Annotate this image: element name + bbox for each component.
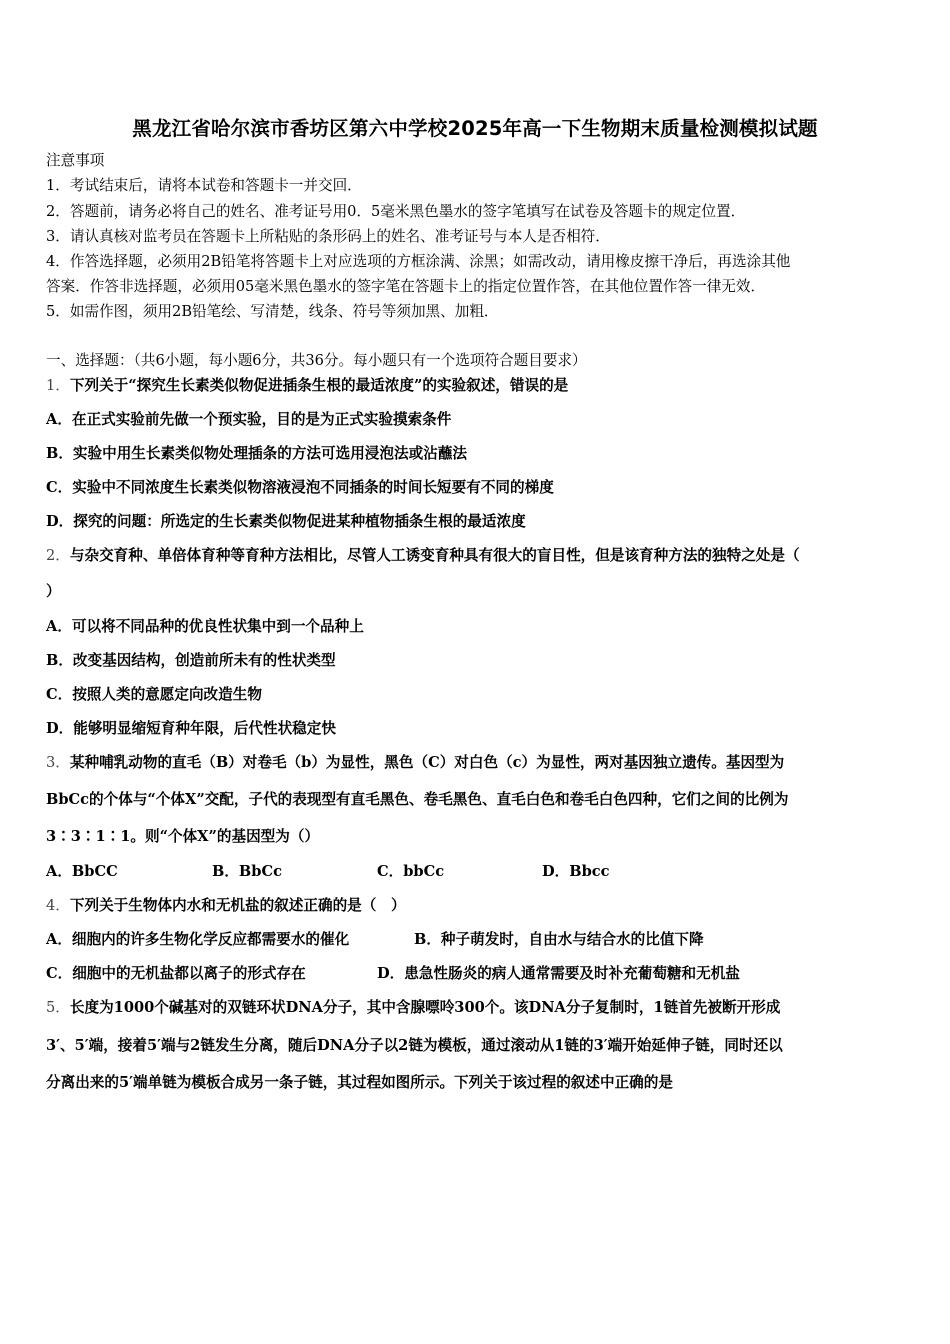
question-stem: 某种哺乳动物的直毛（B）对卷毛（b）为显性，黑色（C）对白色（c）为显性，两对基因独立遗传。基因型为 <box>69 754 785 771</box>
question-stem: 下列关于“探究生长素类似物促进插条生根的最适浓度”的实验叙述，错误的是 <box>69 377 569 394</box>
question-2-cont: ） <box>46 583 61 600</box>
notice-item-4-cont: 答案．作答非选择题，必须用05毫米黑色墨水的签字笔在答题卡上的指定位置作答，在其他位置作答一律无效． <box>46 278 766 295</box>
q3-option-d: D．Bbcc <box>542 863 610 880</box>
notice-heading: 注意事项 <box>46 152 105 169</box>
question-number: 5． <box>46 999 70 1016</box>
question-3 <box>46 753 908 773</box>
q4-option-b: B．种子萌发时，自由水与结合水的比值下降 <box>414 931 704 948</box>
q1-option-b: B．实验中用生长素类似物处理插条的方法可选用浸泡法或沾蘸法 <box>46 445 467 462</box>
question-1 <box>46 376 908 396</box>
q4-option-d: D．患急性肠炎的病人通常需要及时补充葡萄糖和无机盐 <box>377 965 740 982</box>
question-stem: 与杂交育种、单倍体育种等育种方法相比，尽管人工诱变育种具有很大的盲目性，但是该育种方法的独特之处是（ <box>69 547 800 564</box>
question-number: 2． <box>46 547 70 564</box>
q3-option-a: A．BbCC <box>46 863 118 880</box>
question-5 <box>46 998 908 1018</box>
question-stem: 长度为1000个碱基对的双链环状DNA分子，其中含腺嘌呤300个。该DNA分子复制时，1链首先被断开形成 <box>69 999 781 1016</box>
question-3-cont-2: 3∶3∶1∶1。则“个体X”的基因型为（） <box>46 828 320 845</box>
q4-option-c: C．细胞中的无机盐都以离子的形式存在 <box>46 965 306 982</box>
q1-option-d: D．探究的问题：所选定的生长素类似物促进某种植物插条生根的最适浓度 <box>46 513 526 530</box>
page-title: 黑龙江省哈尔滨市香坊区第六中学校2025年高一下生物期末质量检测模拟试题 <box>132 117 818 140</box>
q3-option-b: B．BbCc <box>212 863 282 880</box>
question-number: 1． <box>46 377 70 394</box>
question-stem: 下列关于生物体内水和无机盐的叙述正确的是（ ） <box>69 897 406 914</box>
q1-option-a: A．在正式实验前先做一个预实验，目的是为正式实验摸索条件 <box>46 411 452 428</box>
question-5-cont-1: 3′、5′端，接着5′端与2链发生分离，随后DNA分子以2链为模板，通过滚动从1链的3′端开始延伸子链，同时还以 <box>46 1037 783 1054</box>
question-5-cont-2: 分离出来的5′端单链为模板合成另一条子链，其过程如图所示。下列关于该过程的叙述中正确的是 <box>46 1074 673 1091</box>
section-heading: 一、选择题：（共6小题，每小题6分，共36分。每小题只有一个选项符合题目要求） <box>46 352 587 369</box>
q2-option-b: B．改变基因结构，创造前所未有的性状类型 <box>46 652 336 669</box>
question-number: 4． <box>46 897 70 914</box>
question-number: 3． <box>46 754 70 771</box>
question-3-cont-1: BbCc的个体与“个体X”交配，子代的表现型有直毛黑色、卷毛黑色、直毛白色和卷毛白色四种，它们之间的比例为 <box>46 791 789 808</box>
q2-option-a: A．可以将不同品种的优良性状集中到一个品种上 <box>46 618 364 635</box>
question-2 <box>46 546 908 566</box>
q2-option-d: D．能够明显缩短育种年限，后代性状稳定快 <box>46 720 336 737</box>
q2-option-c: C．按照人类的意愿定向改造生物 <box>46 686 262 703</box>
notice-item-4: 4．作答选择题，必须用2B铅笔将答题卡上对应选项的方框涂满、涂黑；如需改动，请用橡皮擦干净后，再选涂其他 <box>46 253 791 270</box>
notice-item-2: 2．答题前，请务必将自己的姓名、准考证号用0．5毫米黑色墨水的签字笔填写在试卷及答题卡的规定位置． <box>46 203 746 220</box>
notice-item-5: 5．如需作图，须用2B铅笔绘、写清楚，线条、符号等须加黑、加粗． <box>46 303 499 320</box>
q4-option-a: A．细胞内的许多生物化学反应都需要水的催化 <box>46 931 350 948</box>
question-4 <box>46 896 908 916</box>
notice-item-1: 1．考试结束后，请将本试卷和答题卡一并交回． <box>46 177 362 194</box>
notice-item-3: 3．请认真核对监考员在答题卡上所粘贴的条形码上的姓名、准考证号与本人是否相符． <box>46 228 610 245</box>
q3-option-c: C．bbCc <box>377 863 445 880</box>
q1-option-c: C．实验中不同浓度生长素类似物溶液浸泡不同插条的时间长短要有不同的梯度 <box>46 479 554 496</box>
